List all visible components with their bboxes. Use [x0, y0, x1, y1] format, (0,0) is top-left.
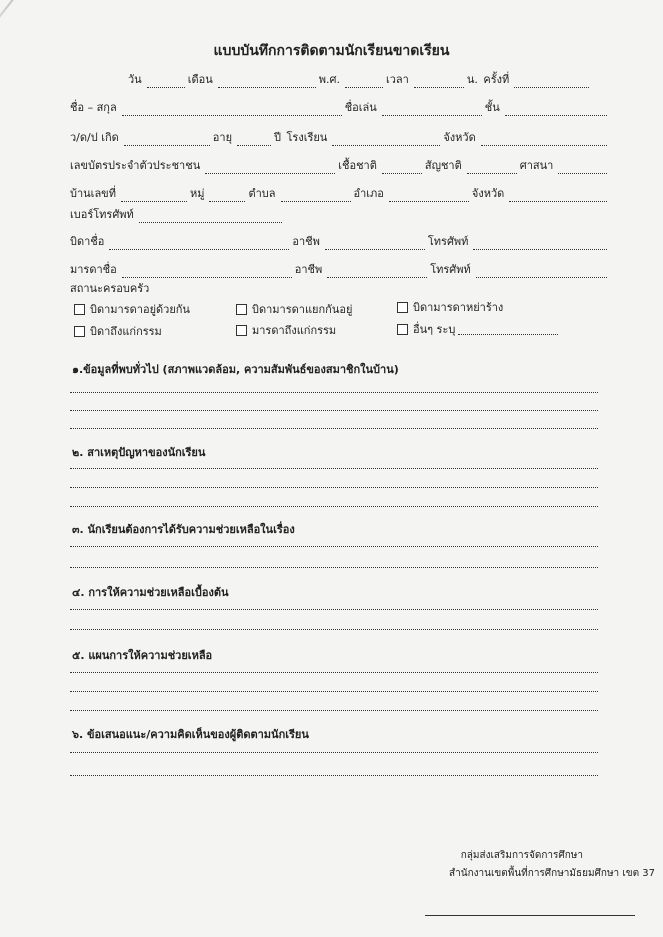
option-mother-deceased[interactable]: มารดาถึงแก่กรรม — [236, 321, 336, 339]
nickname-label: ชื่อเล่น — [344, 101, 377, 114]
time-label: เวลา — [385, 73, 409, 86]
moo-label: หมู่ — [189, 187, 205, 200]
father-occupation-field[interactable] — [325, 238, 425, 250]
section-2-heading: ๒. สาเหตุปัญหาของนักเรียน — [72, 446, 206, 459]
family-status-row — [70, 281, 270, 297]
nationality-label: สัญชาติ — [424, 159, 462, 172]
section-4-heading: ๔. การให้ความช่วยเหลือเบื้องต้น — [72, 586, 229, 599]
phone-field[interactable] — [139, 211, 282, 223]
mother-phone-label: โทรศัพท์ — [430, 263, 471, 276]
nationality-field[interactable] — [467, 162, 517, 174]
section-3-line[interactable] — [70, 567, 598, 568]
school-label: โรงเรียน — [286, 131, 328, 144]
month-field[interactable] — [218, 76, 316, 88]
day-label: วัน — [128, 73, 142, 86]
year-field[interactable] — [345, 76, 383, 88]
mother-row — [70, 262, 610, 278]
district-field[interactable] — [389, 190, 469, 202]
address-province-field[interactable] — [509, 190, 607, 202]
option-together[interactable]: บิดามารดาอยู่ด้วยกัน — [74, 300, 190, 318]
checkbox-mother-deceased[interactable] — [236, 325, 247, 336]
school-province-label: จังหวัด — [443, 131, 476, 144]
section-1-line[interactable] — [70, 410, 598, 411]
race-label: เชื้อชาติ — [338, 159, 377, 172]
name-row — [70, 100, 610, 116]
school-province-field[interactable] — [481, 134, 607, 146]
school-field[interactable] — [332, 134, 440, 146]
section-5-line[interactable] — [70, 672, 598, 673]
father-row — [70, 234, 610, 250]
id-row — [70, 158, 610, 174]
moo-field[interactable] — [209, 190, 245, 202]
section-4-line[interactable] — [70, 629, 598, 630]
section-5-line[interactable] — [70, 710, 598, 711]
section-2-line[interactable] — [70, 468, 598, 469]
form-title: แบบบันทึกการติดตามนักเรียนขาดเรียน — [213, 43, 450, 59]
checkbox-together[interactable] — [74, 304, 85, 315]
phone-row — [70, 207, 285, 223]
section-2-line[interactable] — [70, 487, 598, 488]
district-label: อำเภอ — [353, 187, 384, 200]
birthdate-label: ว/ด/ป เกิด — [70, 131, 119, 144]
checkbox-separated[interactable] — [236, 304, 247, 315]
father-occupation-label: อาชีพ — [292, 235, 320, 248]
mother-label: มารดาชื่อ — [70, 263, 117, 276]
section-5-line[interactable] — [70, 691, 598, 692]
mother-phone-field[interactable] — [476, 266, 607, 278]
nickname-field[interactable] — [382, 104, 482, 116]
section-3-line[interactable] — [70, 546, 598, 547]
mother-occupation-label: อาชีพ — [294, 263, 323, 276]
house-no-label: บ้านเลขที่ — [70, 187, 116, 200]
grade-label: ชั้น — [484, 101, 500, 114]
section-6-heading: ๖. ข้อเสนอแนะ/ความคิดเห็นของผู้ติดตามนักเรียน — [72, 728, 309, 741]
section-4-line[interactable] — [70, 609, 598, 610]
age-label: อายุ — [212, 131, 233, 144]
house-no-field[interactable] — [121, 190, 187, 202]
section-2-line[interactable] — [70, 506, 598, 507]
option-father-deceased[interactable]: บิดาถึงแก่กรรม — [74, 322, 162, 340]
grade-field[interactable] — [505, 104, 607, 116]
section-1-heading: ๑.ข้อมูลที่พบทั่วไป (สภาพแวดล้อม, ความสัมพันธ์ของสมาชิกในบ้าน) — [72, 363, 399, 376]
father-label: บิดาชื่อ — [70, 235, 105, 248]
religion-field[interactable] — [558, 162, 607, 174]
id-card-field[interactable] — [205, 162, 335, 174]
time-field[interactable] — [414, 76, 464, 88]
fullname-field[interactable] — [122, 104, 342, 116]
section-1-line[interactable] — [70, 392, 598, 393]
address-row — [70, 186, 610, 202]
checkbox-father-deceased[interactable] — [74, 326, 85, 337]
year-unit: ปี — [274, 131, 281, 144]
time-unit: น. — [466, 73, 478, 86]
father-field[interactable] — [109, 238, 289, 250]
subdistrict-field[interactable] — [281, 190, 351, 202]
checkbox-divorced[interactable] — [397, 302, 408, 313]
other-specify-field[interactable] — [458, 323, 558, 335]
id-card-label: เลขบัตรประจำตัวประชาชน — [70, 159, 201, 172]
birth-row — [70, 130, 610, 146]
age-field[interactable] — [237, 134, 271, 146]
religion-label: ศาสนา — [519, 159, 554, 172]
birthdate-field[interactable] — [124, 134, 210, 146]
date-row — [128, 72, 592, 88]
section-1-line[interactable] — [70, 428, 598, 429]
section-6-line[interactable] — [70, 775, 598, 776]
visit-count-field[interactable] — [514, 76, 589, 88]
option-divorced[interactable]: บิดามารดาหย่าร้าง — [397, 298, 503, 316]
father-phone-field[interactable] — [473, 238, 607, 250]
section-5-heading: ๕. แผนการให้ความช่วยเหลือ — [72, 649, 213, 662]
bottom-rule — [425, 915, 635, 916]
phone-label: เบอร์โทรศัพท์ — [70, 208, 134, 221]
section-3-heading: ๓. นักเรียนต้องการได้รับความช่วยเหลือในเรื่อง — [72, 523, 295, 536]
mother-field[interactable] — [122, 266, 292, 278]
visit-count-label: ครั้งที่ — [483, 73, 510, 86]
race-field[interactable] — [382, 162, 422, 174]
year-label: พ.ศ. — [318, 73, 340, 86]
month-label: เดือน — [187, 73, 213, 86]
fullname-label: ชื่อ – สกุล — [70, 101, 117, 114]
father-phone-label: โทรศัพท์ — [427, 235, 469, 248]
option-separated[interactable]: บิดามารดาแยกกันอยู่ — [236, 300, 352, 318]
day-field[interactable] — [147, 76, 185, 88]
family-status-label: สถานะครอบครัว — [70, 282, 150, 295]
footer-office: สำนักงานเขตพื้นที่การศึกษามัธยมศึกษา เขต 37 — [449, 868, 655, 879]
checkbox-other[interactable] — [397, 324, 408, 335]
address-province-label: จังหวัด — [471, 187, 505, 200]
footer-department: กลุ่มส่งเสริมการจัดการศึกษา — [460, 850, 583, 861]
mother-occupation-field[interactable] — [327, 266, 427, 278]
section-6-line[interactable] — [70, 752, 598, 753]
paper-crease — [0, 0, 49, 41]
subdistrict-label: ตำบล — [248, 187, 276, 200]
option-other[interactable]: อื่นๆ ระบุ — [397, 320, 561, 338]
